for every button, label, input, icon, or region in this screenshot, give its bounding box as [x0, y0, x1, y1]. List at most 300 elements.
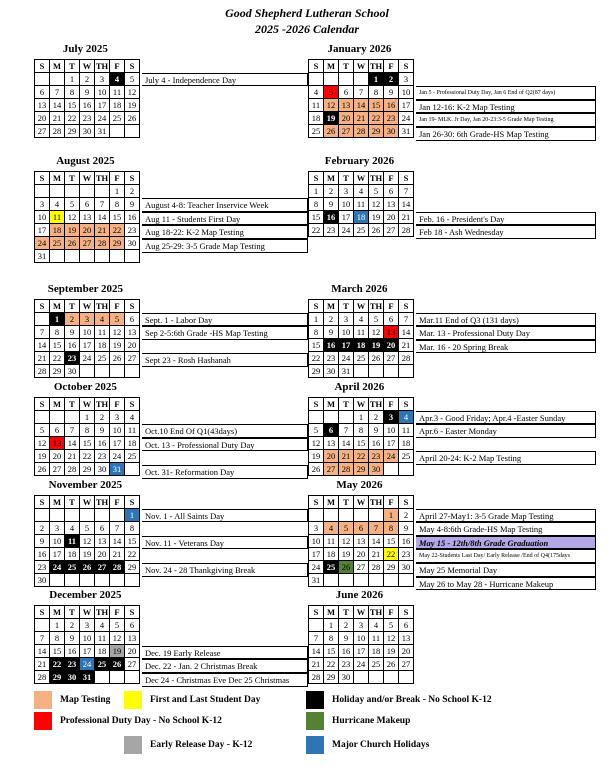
day-cell: 29 — [50, 365, 65, 378]
day-cell: 16 — [35, 548, 50, 561]
day-cell: 30 — [125, 237, 140, 250]
day-cell: 24 — [339, 224, 354, 237]
day-cell: 3 — [50, 522, 65, 535]
day-cell: 23 — [35, 561, 50, 574]
week-row — [35, 658, 140, 671]
event-note: Nov. 11 - Veterans Day — [142, 536, 308, 550]
week-row — [309, 198, 414, 211]
day-cell: 19 — [125, 99, 140, 112]
day-cell: 29 — [110, 237, 125, 250]
event-note: May 26 to May 28 - Hurricane Makeup — [416, 577, 596, 591]
week-row — [35, 125, 140, 138]
day-cell: 21 — [309, 658, 324, 671]
day-cell: 10 — [384, 424, 399, 437]
day-cell: 6 — [125, 619, 140, 632]
event-note: Oct. 13 - Professional Duty Day — [142, 438, 308, 452]
legend-item — [124, 691, 260, 709]
week-row — [35, 574, 140, 587]
day-cell — [354, 365, 369, 378]
event-note: Mar. 13 - Professional Duty Day — [416, 326, 596, 340]
day-cell: 19 — [324, 112, 339, 125]
day-cell — [309, 619, 324, 632]
day-cell: 1 — [369, 73, 384, 86]
day-cell: 1 — [324, 619, 339, 632]
day-cell: 27 — [384, 352, 399, 365]
weekday-header: F — [384, 60, 399, 73]
day-cell: 20 — [80, 224, 95, 237]
day-cell — [384, 463, 399, 476]
weekday-header: M — [50, 496, 65, 509]
day-cell: 4 — [324, 522, 339, 535]
day-cell: 24 — [339, 352, 354, 365]
day-cell: 14 — [35, 645, 50, 658]
weekday-header: M — [50, 300, 65, 313]
day-cell: 15 — [309, 211, 324, 224]
day-cell — [354, 509, 369, 522]
weekday-header: TH — [95, 399, 109, 409]
day-cell: 3 — [95, 73, 110, 86]
day-cell: 13 — [324, 437, 339, 450]
weekday-header: M — [324, 496, 339, 509]
day-cell: 24 — [50, 561, 65, 574]
day-cell: 10 — [399, 86, 414, 99]
day-cell: 27 — [339, 125, 354, 138]
day-cell: 13 — [354, 535, 369, 548]
day-cell: 6 — [95, 522, 110, 535]
day-cell: 15 — [110, 211, 125, 224]
day-cell — [399, 365, 414, 378]
day-cell: 10 — [110, 424, 125, 437]
week-row — [35, 548, 140, 561]
day-cell: 30 — [95, 463, 110, 476]
week-row — [309, 352, 414, 365]
day-cell: 6 — [384, 185, 399, 198]
week-row — [35, 424, 140, 437]
day-cell: 4 — [65, 522, 80, 535]
day-cell: 6 — [324, 424, 339, 437]
weekday-header: T — [65, 172, 80, 185]
week-row — [309, 437, 414, 450]
weekday-header: S — [35, 496, 50, 509]
event-note: Sept 23 - Rosh Hashanah — [142, 353, 308, 367]
day-cell — [65, 185, 80, 198]
legend-item — [306, 736, 429, 754]
day-cell: 7 — [309, 632, 324, 645]
day-cell: 3 — [35, 198, 50, 211]
legend-label: Early Release Day - K-12 — [150, 740, 253, 750]
week-row — [309, 450, 414, 463]
day-cell: 2 — [324, 313, 339, 326]
weekday-header: F — [110, 300, 125, 313]
day-cell: 22 — [50, 352, 65, 365]
day-cell: 4 — [369, 619, 384, 632]
day-cell — [384, 671, 399, 684]
weekday-header: TH — [369, 497, 383, 507]
day-cell: 14 — [65, 437, 80, 450]
day-cell: 5 — [384, 619, 399, 632]
day-cell: 27 — [125, 352, 140, 365]
weekday-header: S — [35, 606, 50, 619]
weekday-header: F — [110, 606, 125, 619]
weekday-header: S — [125, 300, 140, 313]
week-row — [35, 237, 140, 250]
day-cell: 28 — [65, 463, 80, 476]
day-cell: 13 — [399, 632, 414, 645]
day-cell: 8 — [65, 86, 80, 99]
day-cell: 1 — [384, 509, 399, 522]
day-cell: 30 — [80, 125, 95, 138]
event-note: May 15 - 12th/8th Grade Graduation — [416, 536, 596, 550]
day-cell — [50, 509, 65, 522]
day-cell — [110, 671, 125, 684]
week-row — [35, 73, 140, 86]
month-title: October 2025 — [53, 381, 117, 393]
day-cell: 25 — [95, 352, 110, 365]
event-note: Jan 19- MLK. Jr Day, Jan 20-23:3-5 Grade Map Testing — [416, 113, 596, 127]
day-cell: 14 — [309, 645, 324, 658]
week-row — [309, 535, 414, 548]
day-cell: 19 — [65, 224, 80, 237]
day-cell: 22 — [125, 548, 140, 561]
day-cell: 27 — [35, 125, 50, 138]
day-cell: 25 — [65, 561, 80, 574]
weekday-header: T — [65, 300, 80, 313]
day-cell: 1 — [125, 509, 140, 522]
day-cell: 30 — [35, 574, 50, 587]
day-cell: 5 — [110, 619, 125, 632]
school-name: Good Shepherd Lutheran School — [225, 6, 389, 20]
week-row — [309, 326, 414, 339]
week-row — [35, 561, 140, 574]
day-cell: 2 — [125, 185, 140, 198]
day-cell: 19 — [369, 211, 384, 224]
day-cell: 4 — [125, 411, 140, 424]
legend-label: Major Church Holidays — [332, 740, 430, 750]
day-cell: 29 — [50, 671, 65, 684]
day-cell: 20 — [384, 211, 399, 224]
day-cell: 20 — [354, 548, 369, 561]
day-cell: 18 — [354, 339, 369, 352]
day-cell: 24 — [399, 112, 414, 125]
legend-item — [124, 736, 252, 754]
day-cell: 5 — [65, 198, 80, 211]
day-cell: 16 — [384, 99, 399, 112]
day-cell: 21 — [369, 548, 384, 561]
day-cell: 6 — [80, 198, 95, 211]
day-cell: 5 — [110, 313, 125, 326]
month-title: February 2026 — [324, 155, 395, 167]
day-cell: 9 — [324, 198, 339, 211]
week-row — [309, 339, 414, 352]
day-cell: 9 — [369, 424, 384, 437]
day-cell: 18 — [324, 548, 339, 561]
weekday-header: F — [110, 60, 125, 73]
event-note: Sept. 1 - Labor Day — [142, 313, 308, 327]
day-cell — [50, 185, 65, 198]
week-row — [35, 198, 140, 211]
day-cell: 12 — [324, 99, 339, 112]
weekday-header: TH — [95, 497, 109, 507]
day-cell: 12 — [384, 632, 399, 645]
event-note: April 20-24: K-2 Map Testing — [416, 451, 596, 465]
day-cell: 16 — [125, 211, 140, 224]
day-cell: 19 — [339, 548, 354, 561]
day-cell: 28 — [339, 463, 354, 476]
day-cell: 25 — [125, 450, 140, 463]
weekday-header: S — [125, 606, 140, 619]
day-cell: 27 — [324, 463, 339, 476]
day-cell: 5 — [80, 522, 95, 535]
week-row — [309, 658, 414, 671]
week-row — [309, 574, 414, 587]
day-cell — [125, 671, 140, 684]
day-cell — [50, 574, 65, 587]
day-cell: 16 — [65, 645, 80, 658]
day-cell: 20 — [95, 548, 110, 561]
day-cell: 1 — [65, 73, 80, 86]
weekday-header: W — [354, 398, 369, 411]
day-cell: 26 — [35, 463, 50, 476]
day-cell: 17 — [384, 437, 399, 450]
week-row — [35, 326, 140, 339]
weekday-header: TH — [95, 61, 109, 71]
week-row — [309, 73, 414, 86]
day-cell: 22 — [384, 548, 399, 561]
day-cell: 1 — [110, 185, 125, 198]
day-cell: 17 — [339, 211, 354, 224]
weekday-header: S — [399, 300, 414, 313]
day-cell: 2 — [80, 73, 95, 86]
day-cell — [110, 574, 125, 587]
day-cell: 28 — [354, 125, 369, 138]
day-cell: 18 — [309, 112, 324, 125]
day-cell: 19 — [309, 450, 324, 463]
day-cell: 15 — [384, 535, 399, 548]
weekday-header: M — [50, 398, 65, 411]
day-cell: 27 — [384, 224, 399, 237]
legend-swatch — [124, 691, 142, 709]
day-cell: 20 — [324, 450, 339, 463]
day-cell: 4 — [354, 185, 369, 198]
day-cell: 18 — [50, 224, 65, 237]
day-cell: 25 — [354, 224, 369, 237]
day-cell — [80, 250, 95, 263]
day-cell: 18 — [369, 645, 384, 658]
day-cell: 16 — [339, 645, 354, 658]
event-note: Feb 18 - Ash Wednesday — [416, 225, 596, 239]
day-cell: 8 — [309, 326, 324, 339]
day-cell: 14 — [399, 326, 414, 339]
weekday-header: T — [339, 606, 354, 619]
weekday-header: S — [125, 60, 140, 73]
event-note: Sep 2-5:6th Grade -HS Map Testing — [142, 326, 308, 340]
day-cell: 9 — [35, 535, 50, 548]
day-cell: 3 — [384, 411, 399, 424]
day-cell: 23 — [369, 450, 384, 463]
day-cell: 29 — [65, 125, 80, 138]
day-cell: 14 — [339, 437, 354, 450]
day-cell: 27 — [50, 463, 65, 476]
event-note: Dec. 19 Early Release — [142, 646, 308, 660]
weekday-header: S — [35, 172, 50, 185]
day-cell — [95, 365, 110, 378]
event-note: April 27-May1: 3-5 Grade Map Testing — [416, 509, 596, 523]
day-cell: 30 — [399, 561, 414, 574]
day-cell: 10 — [35, 211, 50, 224]
day-cell — [95, 509, 110, 522]
day-cell: 22 — [324, 658, 339, 671]
day-cell: 26 — [125, 112, 140, 125]
weekday-header: F — [110, 172, 125, 185]
day-cell: 2 — [369, 411, 384, 424]
weekday-header: S — [125, 172, 140, 185]
day-cell: 13 — [50, 437, 65, 450]
day-cell: 5 — [309, 424, 324, 437]
day-cell — [399, 574, 414, 587]
day-cell: 4 — [309, 86, 324, 99]
week-row — [35, 632, 140, 645]
day-cell — [369, 671, 384, 684]
event-note: Jan 5 - Professional Duty Day, Jan 6 End of Q2(87 days) — [416, 86, 596, 100]
day-cell: 13 — [384, 198, 399, 211]
day-cell — [95, 574, 110, 587]
day-cell: 9 — [65, 632, 80, 645]
day-cell: 7 — [35, 632, 50, 645]
day-cell: 28 — [399, 352, 414, 365]
weekday-header: S — [125, 496, 140, 509]
month-table — [34, 495, 140, 587]
day-cell: 14 — [35, 339, 50, 352]
day-cell: 23 — [384, 112, 399, 125]
day-cell: 21 — [35, 352, 50, 365]
day-cell: 10 — [339, 326, 354, 339]
week-row — [35, 250, 140, 263]
weekday-header: TH — [95, 301, 109, 311]
day-cell: 20 — [35, 112, 50, 125]
day-cell: 2 — [95, 411, 110, 424]
week-row — [309, 619, 414, 632]
day-cell: 9 — [125, 198, 140, 211]
day-cell: 13 — [125, 326, 140, 339]
week-row — [35, 99, 140, 112]
day-cell: 8 — [309, 198, 324, 211]
day-cell — [80, 185, 95, 198]
day-cell: 1 — [309, 313, 324, 326]
day-cell: 16 — [80, 99, 95, 112]
day-cell: 10 — [354, 632, 369, 645]
day-cell: 26 — [369, 352, 384, 365]
day-cell: 16 — [324, 211, 339, 224]
weekday-header: W — [80, 496, 95, 509]
day-cell: 13 — [125, 632, 140, 645]
day-cell: 28 — [309, 671, 324, 684]
week-row — [309, 99, 414, 112]
day-cell: 13 — [339, 99, 354, 112]
legend-label: Hurricane Makeup — [332, 716, 411, 726]
day-cell: 7 — [354, 86, 369, 99]
event-note: July 4 - Independence Day — [142, 73, 308, 87]
month-title: May 2026 — [336, 479, 383, 491]
weekday-header: M — [50, 60, 65, 73]
weekday-header: F — [384, 496, 399, 509]
day-cell: 21 — [95, 224, 110, 237]
weekday-header: S — [35, 300, 50, 313]
day-cell: 3 — [399, 73, 414, 86]
day-cell: 5 — [35, 424, 50, 437]
calendar-year: 2025 -2026 Calendar — [254, 22, 359, 36]
day-cell: 26 — [80, 561, 95, 574]
day-cell: 28 — [399, 224, 414, 237]
day-cell: 17 — [95, 99, 110, 112]
day-cell: 21 — [339, 450, 354, 463]
day-cell: 19 — [384, 645, 399, 658]
weekday-header: T — [339, 172, 354, 185]
day-cell: 20 — [384, 339, 399, 352]
weekday-header: M — [324, 606, 339, 619]
day-cell: 17 — [50, 548, 65, 561]
weekday-header: S — [399, 398, 414, 411]
day-cell — [95, 671, 110, 684]
day-cell: 28 — [50, 125, 65, 138]
weekday-header: F — [110, 496, 125, 509]
day-cell: 8 — [50, 326, 65, 339]
day-cell: 11 — [324, 535, 339, 548]
day-cell: 11 — [110, 86, 125, 99]
legend-swatch — [306, 712, 324, 730]
month-table — [308, 299, 414, 378]
day-cell: 7 — [35, 326, 50, 339]
day-cell: 4 — [95, 619, 110, 632]
day-cell: 10 — [80, 326, 95, 339]
event-note: August 4-8: Teacher Inservice Week — [142, 198, 308, 212]
day-cell: 24 — [384, 450, 399, 463]
day-cell: 16 — [65, 339, 80, 352]
weekday-header: TH — [369, 301, 383, 311]
day-cell — [110, 509, 125, 522]
weekday-header: M — [324, 172, 339, 185]
day-cell: 18 — [110, 99, 125, 112]
weekday-header: F — [384, 172, 399, 185]
day-cell: 30 — [65, 365, 80, 378]
day-cell: 6 — [125, 313, 140, 326]
month-title: March 2026 — [331, 283, 388, 295]
weekday-header: T — [339, 300, 354, 313]
event-note: Oct.10 End Of Q1(43days) — [142, 424, 308, 438]
legend-item — [34, 712, 222, 730]
day-cell: 14 — [95, 211, 110, 224]
week-row — [35, 509, 140, 522]
week-row — [35, 224, 140, 237]
day-cell: 9 — [80, 86, 95, 99]
day-cell: 19 — [35, 450, 50, 463]
day-cell: 15 — [369, 99, 384, 112]
day-cell: 10 — [309, 535, 324, 548]
week-row — [35, 352, 140, 365]
weekday-header: TH — [95, 607, 109, 617]
day-cell — [65, 411, 80, 424]
weekday-header: M — [50, 606, 65, 619]
day-cell: 18 — [65, 548, 80, 561]
day-cell — [35, 313, 50, 326]
month-table — [308, 59, 414, 138]
day-cell: 13 — [80, 211, 95, 224]
day-cell: 21 — [50, 112, 65, 125]
legend-item — [34, 691, 110, 709]
day-cell: 28 — [369, 561, 384, 574]
day-cell: 11 — [65, 535, 80, 548]
event-note: Oct. 31- Reformation Day — [142, 465, 308, 479]
weekday-header: S — [399, 60, 414, 73]
